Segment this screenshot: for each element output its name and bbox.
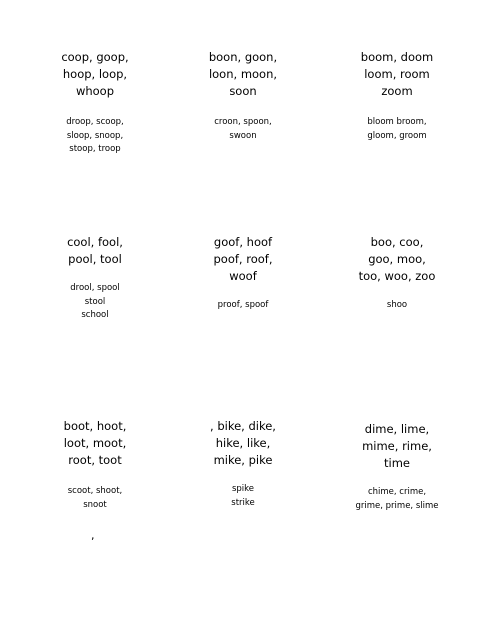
word-family-extra: drool, spool stool school	[70, 283, 120, 320]
word-family-extra: chime, crime, grime, prime, slime	[355, 487, 439, 511]
word-card-oon	[168, 49, 318, 143]
word-card-oof	[168, 234, 318, 313]
word-family-extra: bloom broom, gloom, groom	[367, 117, 427, 141]
word-family-main: boon, goon, loon, moon, soon	[208, 50, 278, 98]
word-family-main: goof, hoof poof, roof, woof	[213, 235, 273, 283]
word-family-extra: proof, spoof	[217, 300, 269, 310]
word-family-main: boo, coo, goo, moo, too, woo, zoo	[358, 235, 436, 283]
word-card-ike	[168, 418, 318, 510]
word-family-extra: droop, scoop, sloop, snoop, stoop, troop	[66, 117, 124, 154]
word-family-main: dime, lime, mime, rime, time	[362, 422, 432, 470]
word-family-main: boom, doom loom, room zoom	[360, 50, 434, 98]
word-family-extra: spike strike	[231, 484, 255, 508]
word-family-extra: shoo	[386, 300, 408, 310]
word-card-ime	[322, 421, 472, 513]
word-card-oop	[20, 49, 170, 157]
word-card-oo	[322, 234, 472, 313]
word-family-main: cool, fool, pool, tool	[67, 235, 123, 266]
word-family-extra: scoot, shoot, snoot	[67, 486, 123, 510]
word-family-main: , bike, dike, hike, like, mike, pike	[210, 419, 276, 467]
word-card-oom	[322, 49, 472, 143]
word-family-main: boot, hoot, loot, moot, root, toot	[63, 419, 127, 467]
word-card-ool	[20, 234, 170, 323]
stray-comma: ,	[91, 529, 95, 542]
word-family-extra: croon, spoon, swoon	[214, 117, 272, 141]
word-family-main: coop, goop, hoop, loop, whoop	[61, 50, 129, 98]
word-card-oot	[20, 418, 170, 512]
